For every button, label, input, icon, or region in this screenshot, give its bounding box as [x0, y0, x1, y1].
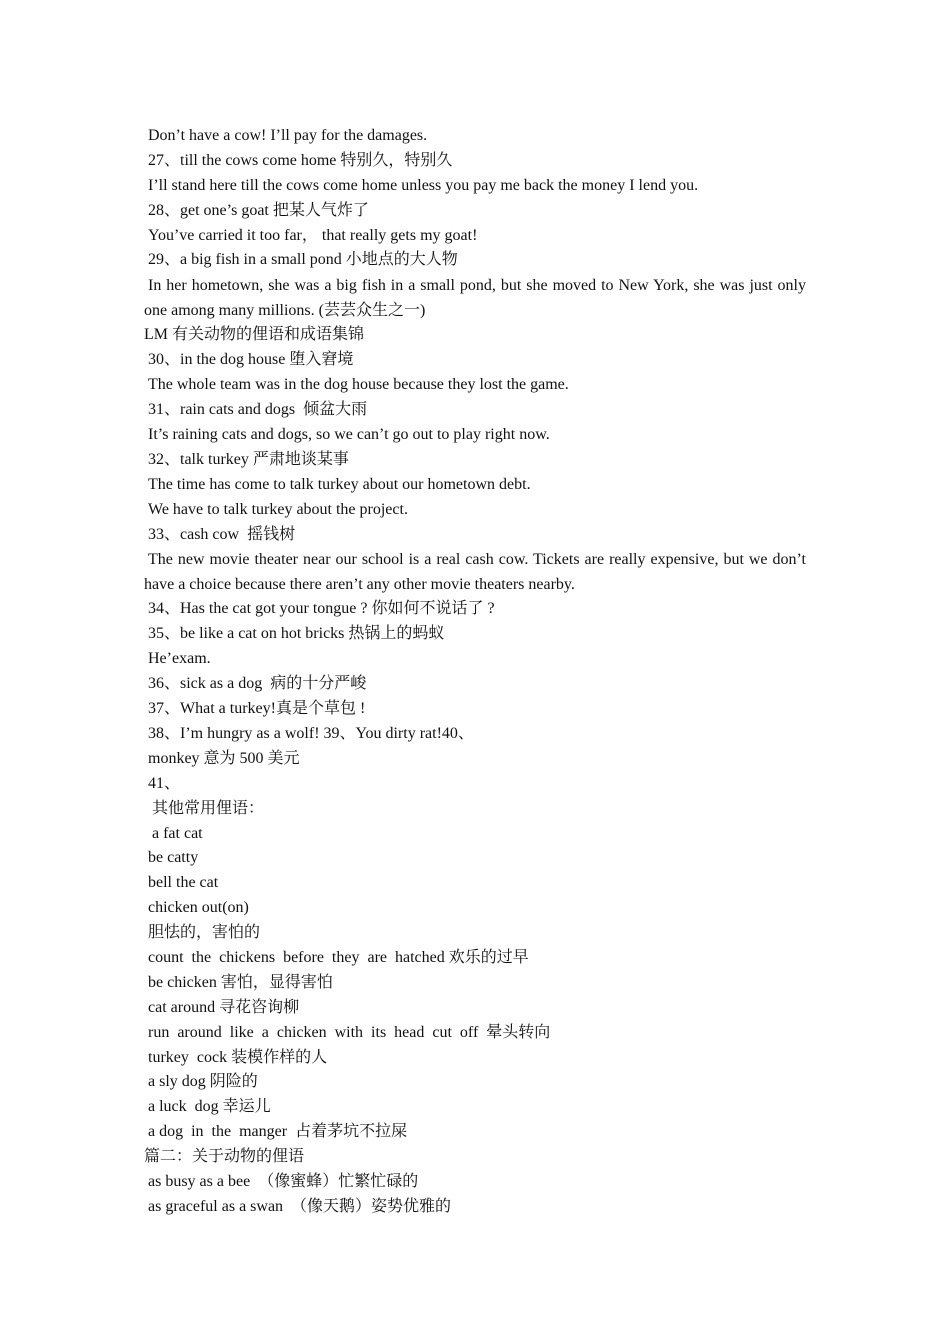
- text-line: be catty: [148, 849, 199, 866]
- text-line: 36、sick as a dog 病的十分严峻: [148, 675, 367, 692]
- text-line: 28、get one’s goat 把某人气炸了: [148, 202, 369, 219]
- section-heading: 篇二：关于动物的俚语: [144, 1148, 305, 1165]
- text-line: Don’t have a cow! I’ll pay for the damages.: [148, 127, 428, 144]
- text-line: bell the cat: [148, 874, 219, 891]
- text-line: The whole team was in the dog house because they lost the game.: [148, 376, 569, 393]
- text-line: a sly dog 阴险的: [148, 1073, 258, 1090]
- text-line: 胆怯的，害怕的: [148, 924, 261, 941]
- text-line: be chicken 害怕，显得害怕: [148, 974, 333, 991]
- text-line: run around like a chicken with its head cut off 晕头转向: [148, 1024, 551, 1041]
- text-line: 30、in the dog house 堕入窘境: [148, 351, 354, 368]
- text-line: monkey 意为 500 美元: [148, 750, 300, 767]
- text-line: as busy as a bee （像蜜蜂）忙繁忙碌的: [148, 1173, 419, 1190]
- text-line: 38、I’m hungry as a wolf! 39、You dirty rat!40、: [148, 725, 474, 742]
- text-line: 37、What a turkey!真是个草包 !: [148, 700, 366, 717]
- paragraph: The new movie theater near our school is a real cash cow. Tickets are really expensive, but we don’t have a choice because there aren’t any other movie theaters nearby.: [144, 551, 806, 593]
- text-line: He’exam.: [148, 650, 211, 667]
- text-line: 31、rain cats and dogs 倾盆大雨: [148, 401, 368, 418]
- text-line: We have to talk turkey about the project.: [148, 501, 408, 518]
- text-line: chicken out(on): [148, 899, 249, 916]
- text-line: You’ve carried it too far， that really gets my goat!: [148, 227, 478, 244]
- text-line: 32、talk turkey 严肃地谈某事: [148, 451, 349, 468]
- text-line: count the chickens before they are hatched 欢乐的过早: [148, 949, 529, 966]
- text-line: 41、: [148, 775, 181, 792]
- text-line: 33、cash cow 摇钱树: [148, 526, 296, 543]
- text-line: turkey cock 装模作样的人: [148, 1049, 328, 1066]
- text-line: 27、till the cows come home 特别久，特别久: [148, 152, 453, 169]
- subsection-heading: 其他常用俚语：: [152, 800, 265, 817]
- text-line: cat around 寻花咨询柳: [148, 999, 300, 1016]
- section-heading: LM 有关动物的俚语和成语集锦: [144, 326, 365, 343]
- text-line: 29、a big fish in a small pond 小地点的大人物: [148, 251, 458, 268]
- text-line: a fat cat: [152, 825, 203, 842]
- text-line: The time has come to talk turkey about our hometown debt.: [148, 476, 531, 493]
- text-line: a luck dog 幸运儿: [148, 1098, 271, 1115]
- text-line: It’s raining cats and dogs, so we can’t go out to play right now.: [148, 426, 550, 443]
- text-line: as graceful as a swan （像天鹅）姿势优雅的: [148, 1198, 452, 1215]
- text-line: 34、Has the cat got your tongue ? 你如何不说话了 ?: [148, 600, 495, 617]
- text-line: I’ll stand here till the cows come home unless you pay me back the money I lend you.: [148, 177, 699, 194]
- text-line: 35、be like a cat on hot bricks 热锅上的蚂蚁: [148, 625, 445, 642]
- paragraph: In her hometown, she was a big fish in a small pond, but she moved to New York, she was just only one among many millions. (芸芸众生之一): [144, 277, 806, 319]
- text-line: a dog in the manger 占着茅坑不拉屎: [148, 1123, 408, 1140]
